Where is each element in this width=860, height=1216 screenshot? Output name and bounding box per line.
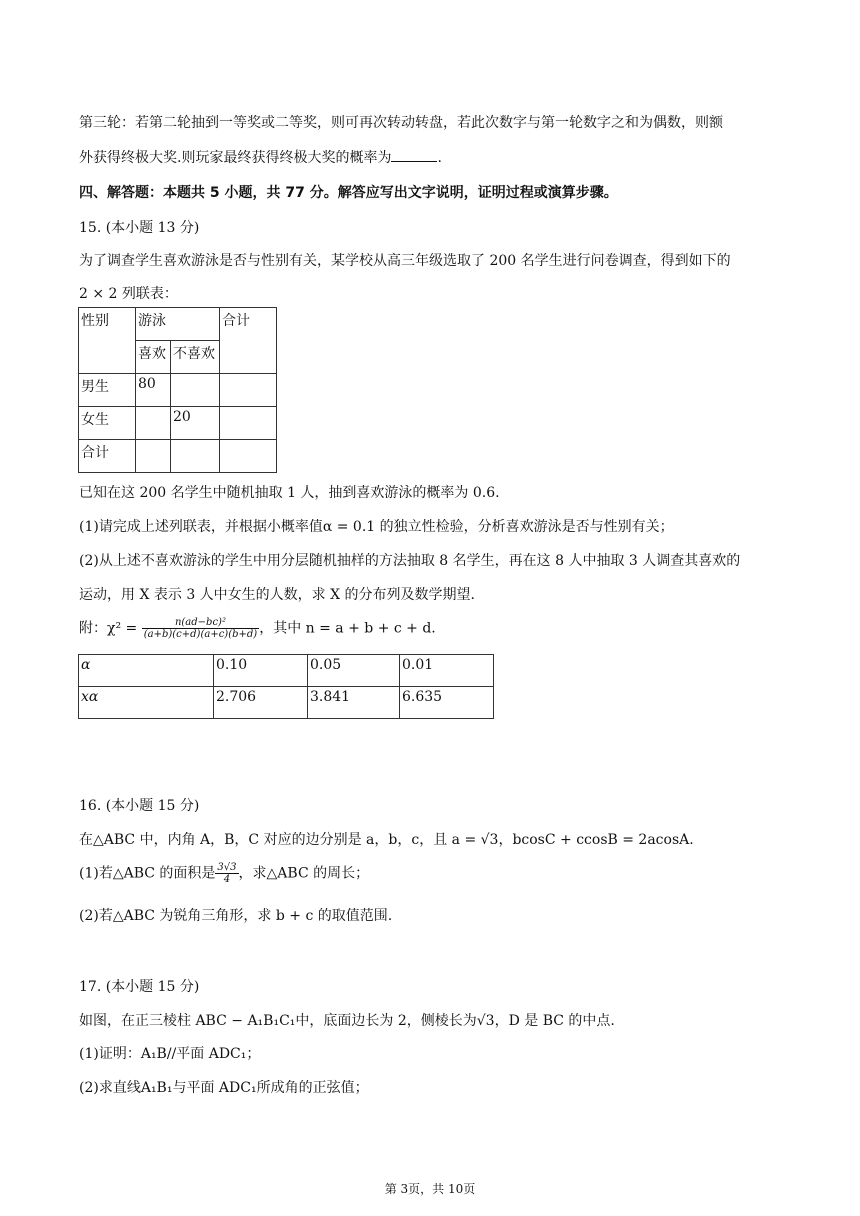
table-row xyxy=(79,440,277,473)
row-label: 女生 xyxy=(79,407,136,440)
table-row xyxy=(79,407,277,440)
q15-part2-line2: 运动，用 X 表示 3 人中女生的人数，求 X 的分布列及数学期望. xyxy=(79,587,475,603)
cell-dislike xyxy=(171,440,220,473)
table-row xyxy=(79,687,494,719)
cell-dislike xyxy=(171,374,220,407)
header-swim: 游泳 xyxy=(136,308,220,341)
round3-line2 xyxy=(79,147,442,167)
formula-fraction xyxy=(142,617,259,640)
q16-part1 xyxy=(79,862,369,885)
q16-part2: (2)若△ABC 为锐角三角形，求 b + c 的取值范围. xyxy=(79,908,393,924)
area-denominator: 4 xyxy=(223,874,231,885)
table-row xyxy=(79,374,277,407)
q17-header: 17. (本小题 15 分) xyxy=(79,979,200,995)
q15-part2-line1: (2)从上述不喜欢游泳的学生中用分层随机抽样的方法抽取 8 名学生，再在这 8 人中抽取 3 人调查其喜欢的 xyxy=(79,553,741,569)
cell-like: 80 xyxy=(136,374,171,407)
q17-part2: (2)求直线A₁B₁与平面 ADC₁所成角的正弦值； xyxy=(79,1080,369,1096)
alpha-label: α xyxy=(79,655,214,687)
critical-value-table xyxy=(78,654,494,719)
page-footer: 第 3页，共 10页 xyxy=(384,1182,476,1196)
q17-part1: (1)证明：A₁B//平面 ADC₁； xyxy=(79,1046,261,1062)
q17-stem: 如图，在正三棱柱 ABC − A₁B₁C₁中，底面边长为 2，侧棱长为√3，D 是 BC 的中点. xyxy=(79,1013,615,1029)
round3-line2-text: 外获得终极大奖.则玩家最终获得终极大奖的概率为 xyxy=(79,150,392,166)
cell-like xyxy=(136,407,171,440)
header-gender: 性别 xyxy=(79,308,136,374)
cell-total xyxy=(220,374,277,407)
formula-denominator: (a+b)(c+d)(a+c)(b+d) xyxy=(143,629,258,640)
area-fraction xyxy=(215,862,238,885)
q15-header: 15. (本小题 13 分) xyxy=(79,220,200,236)
q16-stem: 在△ABC 中，内角 A，B，C 对应的边分别是 a，b，c，且 a = √3，bcosC + ccosB = 2acosA. xyxy=(79,832,694,848)
formula-prefix: 附：χ² = xyxy=(79,620,138,637)
row-label: 合计 xyxy=(79,440,136,473)
cell-total xyxy=(220,407,277,440)
cell-like xyxy=(136,440,171,473)
x-alpha-label: xα xyxy=(79,687,214,719)
x-alpha-value: 2.706 xyxy=(214,687,308,719)
formula-numerator: n(ad−bc)² xyxy=(142,617,259,629)
cell-total xyxy=(220,440,277,473)
area-numerator: 3√3 xyxy=(217,862,237,873)
q15-intro-line1: 为了调查学生喜欢游泳是否与性别有关，某学校从高三年级选取了 200 名学生进行问卷调查，得到如下的 xyxy=(79,253,731,269)
answer-blank xyxy=(391,149,437,162)
alpha-value: 0.05 xyxy=(308,655,400,687)
header-total: 合计 xyxy=(220,308,277,374)
q16-part1-post: ，求△ABC 的周长； xyxy=(238,865,370,882)
q16-header: 16. (本小题 15 分) xyxy=(79,798,200,814)
cell-dislike: 20 xyxy=(171,407,220,440)
row-label: 男生 xyxy=(79,374,136,407)
q15-given: 已知在这 200 名学生中随机抽取 1 人，抽到喜欢游泳的概率为 0.6. xyxy=(79,485,500,501)
chi-square-formula xyxy=(79,617,436,640)
q15-intro-line2: 2 × 2 列联表： xyxy=(79,286,178,302)
section-4-heading: 四、解答题：本题共 5 小题，共 77 分。解答应写出文字说明，证明过程或演算步骤。 xyxy=(79,185,618,201)
round3-line2-end: . xyxy=(437,150,442,166)
round3-line1: 第三轮：若第二轮抽到一等奖或二等奖，则可再次转动转盘，若此次数字与第一轮数字之和为偶数，则额 xyxy=(79,115,723,131)
table-row xyxy=(79,655,494,687)
alpha-value: 0.01 xyxy=(400,655,494,687)
formula-suffix: ，其中 n = a + b + c + d. xyxy=(259,620,436,637)
q15-part1: (1)请完成上述列联表，并根据小概率值α = 0.1 的独立性检验，分析喜欢游泳是否与性别有关； xyxy=(79,519,674,535)
contingency-table xyxy=(78,307,277,473)
header-like: 喜欢 xyxy=(136,341,171,374)
x-alpha-value: 3.841 xyxy=(308,687,400,719)
q16-part1-pre: (1)若△ABC 的面积是 xyxy=(79,865,216,882)
alpha-value: 0.10 xyxy=(214,655,308,687)
header-dislike: 不喜欢 xyxy=(171,341,220,374)
x-alpha-value: 6.635 xyxy=(400,687,494,719)
